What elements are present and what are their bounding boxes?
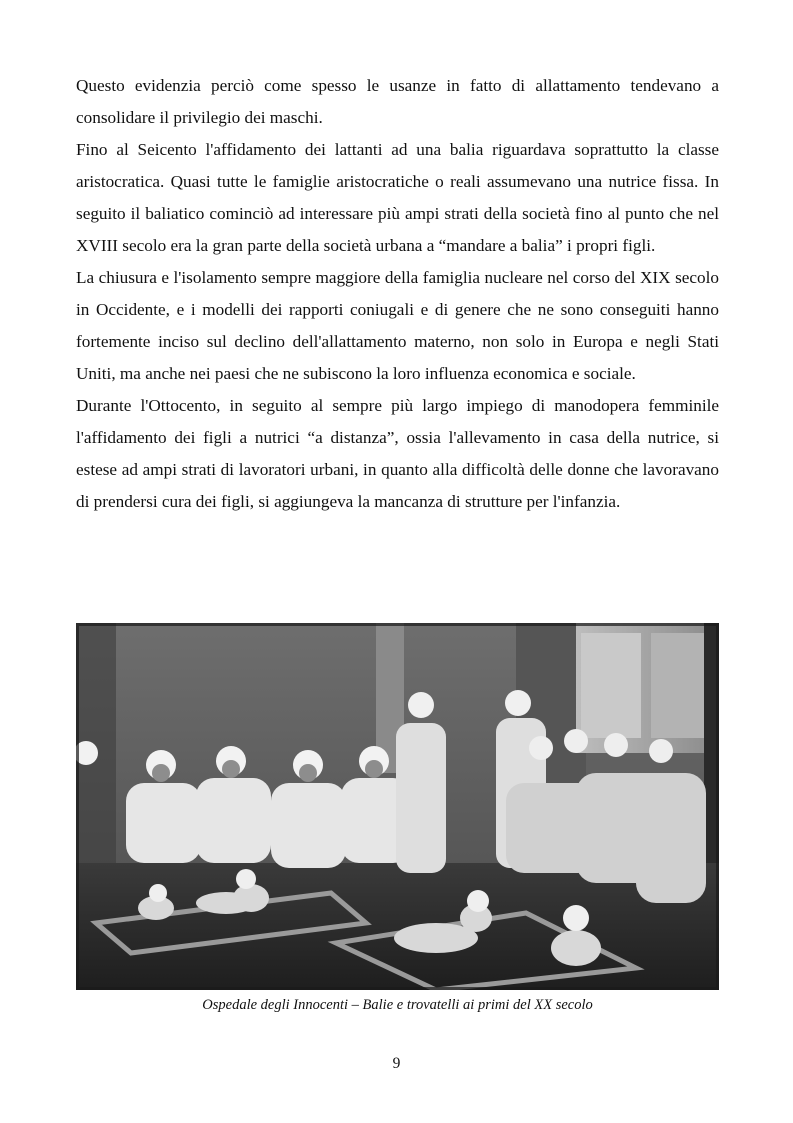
figure-caption: Ospedale degli Innocenti – Balie e trovatelli ai primi del XX secolo: [202, 997, 593, 1013]
photo-illustration: [76, 623, 719, 990]
historical-photo: [76, 623, 719, 990]
paragraph-2: Fino al Seicento l'affidamento dei lattanti ad una balia riguardava soprattutto la classe aristocratica. Quasi tutte le famiglie aristocratiche o reali assumevano una nutrice fissa. In seguito il baliatico cominciò ad interessare più ampi strati della società fino al punto che nel XVIII secolo era la gran parte della società urbana a “mandare a balia” i propri figli.: [76, 140, 719, 255]
page-number: 9: [392, 1055, 401, 1072]
body-text: [76, 70, 719, 518]
paragraph-4: Durante l'Ottocento, in seguito al sempre più largo impiego di manodopera femminile l'affidamento dei figli a nutrici “a distanza”, ossia l'allevamento in casa della nutrice, si estese ad ampi strati di lavoratori urbani, in quanto alla difficoltà delle donne che lavoravano di prendersi cura dei figli, si aggiungeva la mancanza di strutture per l'infanzia.: [76, 396, 719, 511]
paragraph-1: Questo evidenzia perciò come spesso le usanze in fatto di allattamento tendevano a consolidare il privilegio dei maschi.: [76, 76, 719, 127]
paragraph-3: La chiusura e l'isolamento sempre maggiore della famiglia nucleare nel corso del XIX secolo in Occidente, e i modelli dei rapporti coniugali e di genere che ne sono conseguiti hanno fortemente inciso sul declino dell'allattamento materno, non solo in Europa e negli Stati Uniti, ma anche nei paesi che ne subiscono la loro influenza economica e sociale.: [76, 268, 719, 383]
